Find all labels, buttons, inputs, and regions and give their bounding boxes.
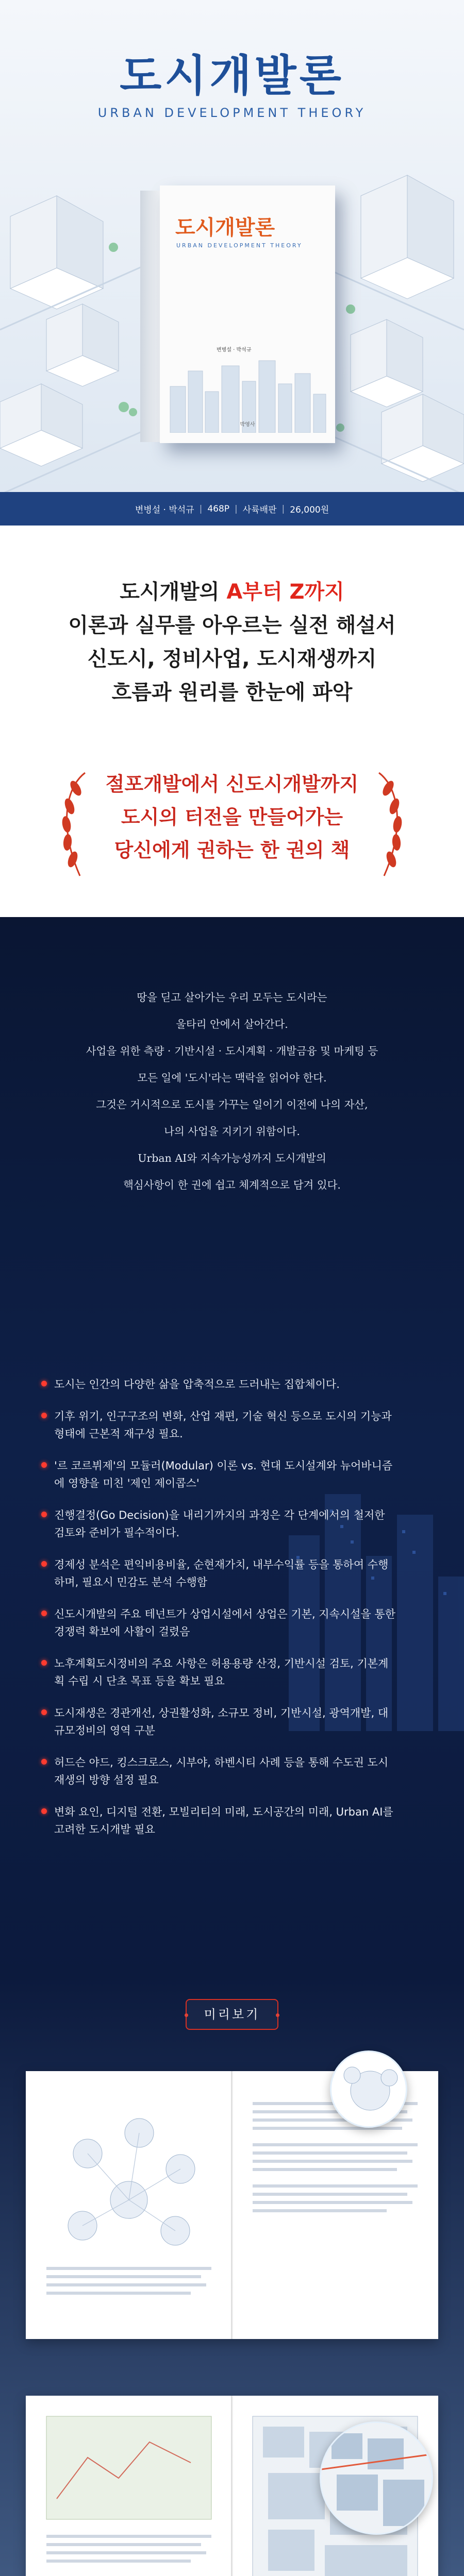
feature-text: 진행결정(Go Decision)을 내리기까지의 과정은 각 단계에서의 철저한 검토와 준비가 필수적이다. [54, 1509, 385, 1539]
feature-text: 도시재생은 경관개선, 상권활성화, 소규모 정비, 기반시설, 광역개발, 대규모정비의 영역 구분 [54, 1707, 389, 1737]
meta-price: 26,000원 [290, 505, 329, 515]
zoom-detail [332, 2052, 407, 2128]
page-gutter [231, 2396, 233, 2576]
feature-text: 경제성 분석은 편익비용비율, 순현재가치, 내부수익률 등을 통하여 수행하며, 필요시 민감도 분석 수행함 [54, 1558, 389, 1588]
book-meta-bar [0, 492, 464, 526]
zoom-circle [320, 2421, 433, 2535]
meta-authors: 변병설 · 박석규 [135, 505, 194, 515]
bullet-dot-icon [41, 1808, 47, 1814]
feature-item [41, 1754, 397, 1789]
hero-subtitle: URBAN DEVELOPMENT THEORY [97, 106, 367, 120]
feature-item [41, 1408, 397, 1443]
book-cover [160, 185, 335, 443]
headline-line-3: 신도시, 정비사업, 도시재생까지 [87, 647, 377, 671]
feature-list [41, 1376, 397, 1853]
headline-text: 도시개발의 [120, 580, 227, 604]
description-line: 울타리 안에서 살아간다. [176, 1018, 288, 1030]
description-line: 사업을 위한 측량 · 기반시설 · 도시계획 · 개발금융 및 마케팅 등 [86, 1045, 378, 1057]
bullet-dot-icon [41, 1561, 47, 1567]
intro-section [0, 526, 464, 917]
feature-text: 신도시개발의 주요 테넌트가 상업시설에서 상업은 기본, 지속시설을 통한 경쟁력 확보에 사활이 걸렸음 [54, 1608, 395, 1638]
bullet-dot-icon [41, 1512, 47, 1517]
description-section [0, 917, 464, 1978]
zoom-detail [321, 2423, 433, 2535]
slogan-line: 절포개발에서 신도시개발까지 [105, 772, 359, 795]
description-line: 그것은 거시적으로 도시를 가꾸는 일이기 이전에 나의 자산, [96, 1098, 368, 1111]
slogan-line: 당신에게 권하는 한 권의 책 [114, 838, 350, 861]
feature-item [41, 1556, 397, 1591]
meta-format: 사륙배판 [242, 505, 277, 515]
meta-separator: | [281, 503, 285, 514]
hero-title: 도시개발론 [120, 50, 344, 101]
page-gutter [231, 2071, 233, 2339]
feature-item [41, 1457, 397, 1492]
description-line: 나의 사업을 지키기 위함이다. [164, 1125, 300, 1138]
bullet-dot-icon [41, 1759, 47, 1765]
feature-text: 변화 요인, 디지털 전환, 모빌리티의 미래, 도시공간의 미래, Urban AI를 고려한 도시개발 필요 [54, 1806, 393, 1836]
feature-item [41, 1605, 397, 1640]
label-left-dot-icon [185, 2013, 188, 2017]
book-cover-authors: 변병설 · 박석규 [217, 347, 252, 353]
slogan-line: 도시의 터전을 만들어가는 [121, 805, 343, 828]
headline-line-2: 이론과 실무를 아우르는 실전 해설서 [68, 614, 396, 637]
description-line: 핵심사항이 한 권에 쉽고 체계적으로 담겨 있다. [123, 1179, 341, 1191]
meta-separator: | [235, 503, 238, 514]
headline-line-1 [0, 577, 464, 607]
meta-pages: 468P [207, 503, 230, 514]
preview-label-text: 미리보기 [204, 2007, 260, 2022]
feature-text: 기후 위기, 인구구조의 변화, 산업 재편, 기술 혁신 등으로 도시의 기능과 형태에 근본적 재구성 필요. [54, 1410, 392, 1440]
slogan [0, 768, 464, 867]
feature-text: 도시는 인간의 다양한 삶을 압축적으로 드러내는 집합체이다. [54, 1378, 340, 1391]
description-line: 땅을 딛고 살아가는 우리 모두는 도시라는 [137, 991, 327, 1004]
zoom-circle [330, 2050, 407, 2128]
book-cover-publisher: 박영사 [240, 422, 255, 428]
feature-item [41, 1506, 397, 1541]
feature-text: '르 코르뷔제'의 모듈러(Modular) 이론 vs. 현대 도시설계와 뉴어바니즘에 영향을 미친 '제인 제이콥스' [54, 1460, 393, 1489]
headline-accent: A부터 Z까지 [226, 580, 344, 604]
bullet-dot-icon [41, 1381, 47, 1386]
meta-separator: | [199, 503, 203, 514]
bullet-dot-icon [41, 1462, 47, 1468]
feature-text: 노후계획도시정비의 주요 사항은 허용용량 산정, 기반시설 검토, 기본계획 수립 시 단초 목표 등을 확보 필요 [54, 1657, 389, 1687]
feature-text: 허드슨 야드, 킹스크로스, 시부야, 하벤시티 사례 등을 통해 수도권 도시재생의 방향 설정 필요 [54, 1756, 389, 1786]
label-right-dot-icon [276, 2013, 279, 2017]
book-cover-title: 도시개발론 [175, 216, 275, 240]
preview-section [0, 1978, 464, 2576]
bullet-dot-icon [41, 1660, 47, 1666]
feature-item [41, 1803, 397, 1838]
bullet-dot-icon [41, 1709, 47, 1715]
hero-section [0, 0, 464, 526]
description-line: 모든 일에 '도시'라는 맥락을 읽어야 한다. [137, 1072, 327, 1084]
preview-label [186, 1999, 278, 2030]
bullet-dot-icon [41, 1413, 47, 1418]
description-paragraph [0, 984, 464, 1198]
feature-item [41, 1376, 397, 1393]
bullet-dot-icon [41, 1611, 47, 1616]
description-line: Urban AI와 지속가능성까지 도시개발의 [138, 1152, 326, 1164]
feature-item [41, 1655, 397, 1690]
feature-item [41, 1704, 397, 1739]
book-spine [140, 191, 161, 442]
book-cover-subtitle: URBAN DEVELOPMENT THEORY [176, 242, 303, 249]
headline-line-4: 흐름과 원리를 한눈에 파악 [111, 681, 353, 704]
